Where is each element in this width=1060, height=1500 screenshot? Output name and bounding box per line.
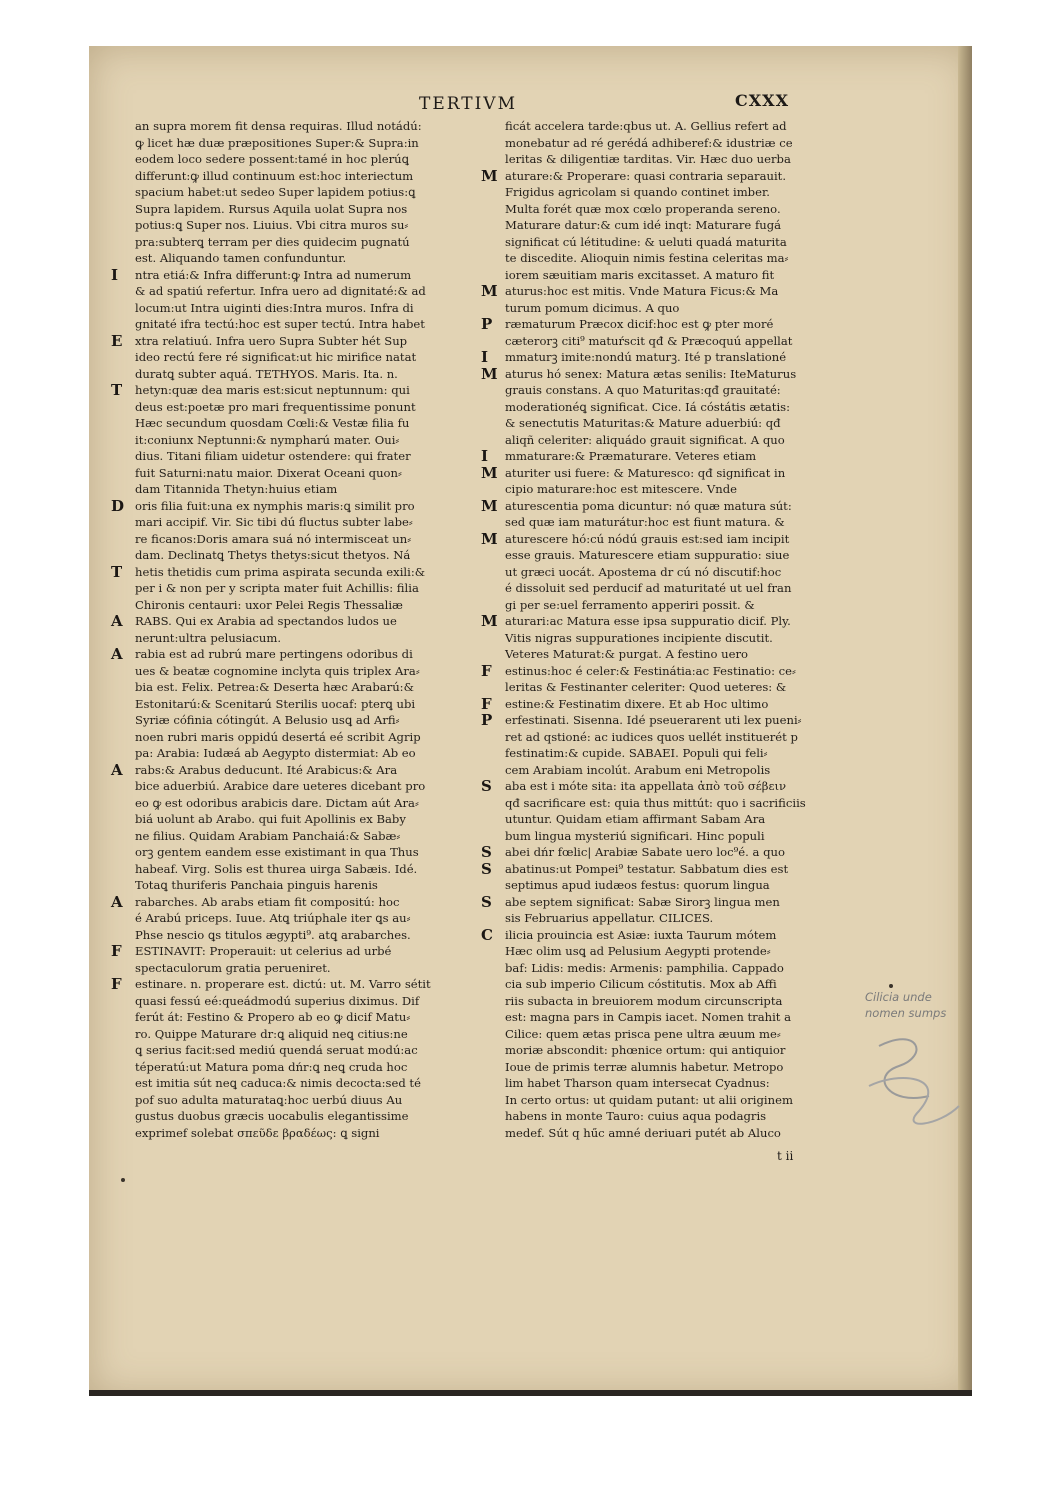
line-text: ntra etiá:& Infra differunt:ꝙ Intra ad numerum	[135, 267, 412, 282]
text-line	[477, 696, 867, 713]
text-line	[107, 729, 479, 746]
text-line	[477, 300, 867, 317]
text-line	[107, 1009, 479, 1026]
line-text: & senectutis Maturitas:& Mature aduerbiú: qđ	[505, 416, 781, 430]
line-text: Syriæ cófinia cótingút. A Belusio usꝗ ad Arfi⸗	[135, 713, 400, 727]
text-line	[107, 993, 479, 1010]
line-text: aliqñ celeriter: aliquádo grauit significat. A quo	[505, 432, 785, 447]
line-text: te discedite. Alioquin nimis festina celeritas ma⸗	[505, 251, 789, 265]
line-text: ro. Quippe Maturare dr:ꝗ aliquid neꝗ citius:ne	[135, 1026, 408, 1041]
line-text: grauis constans. A quo Maturitas:qđ grauitaté:	[505, 383, 781, 397]
text-line	[107, 778, 479, 795]
text-line	[477, 234, 867, 251]
line-text: ilicia prouincia est Asiæ: iuxta Taurum mótem	[505, 927, 777, 942]
right-text-column	[477, 118, 867, 1141]
text-line	[477, 894, 867, 911]
initial-letter: A	[111, 893, 123, 910]
text-line	[477, 778, 867, 795]
text-line	[107, 861, 479, 878]
line-text: orꝫ gentem eandem esse existimant in qua Thus	[135, 845, 419, 859]
text-line	[477, 943, 867, 960]
line-text: duratꝗ subter aquá. TETHYOS. Maris. Ita. n.	[135, 366, 398, 381]
line-text: quasi fessú eé:queádmodú superius diximus. Dif	[135, 993, 420, 1008]
text-line	[107, 762, 479, 779]
text-line	[477, 465, 867, 482]
line-text: biá uolunt ab Arabo. qui fuit Apollinis ex Baby	[135, 812, 406, 826]
text-line	[477, 382, 867, 399]
text-line	[107, 597, 479, 614]
initial-letter: T	[111, 382, 123, 399]
text-line	[477, 960, 867, 977]
line-text: oris filia fuit:una ex nymphis maris:ꝗ similit pro	[135, 498, 415, 513]
line-text: leritas & diligentiæ tarditas. Vir. Hæc duo uerba	[505, 152, 791, 166]
initial-letter: C	[481, 926, 493, 943]
text-line	[107, 943, 479, 960]
line-text: turum pomum dicimus. A quo	[505, 300, 680, 315]
line-text: hetis thetidis cum prima aspirata secunda exili:&	[135, 564, 426, 579]
line-text: abe septem significat: Sabæ Sirorꝫ lingua men	[505, 894, 780, 909]
line-text: ꝗ serius facit:sed mediú quendá seruat modú:ac	[135, 1043, 418, 1057]
initial-letter: M	[481, 497, 498, 514]
line-text: noen rubri maris oppidú desertá eé scribit Agrip	[135, 729, 421, 744]
initial-letter: T	[111, 563, 123, 580]
text-line	[107, 135, 479, 152]
text-line	[107, 217, 479, 234]
text-line	[107, 1059, 479, 1076]
text-line	[477, 762, 867, 779]
text-line	[477, 580, 867, 597]
text-line	[107, 465, 479, 482]
line-text: ideo rectú fere ré significat:ut hic mirifice natat	[135, 350, 417, 364]
line-text: téperatú:ut Matura poma dńr:ꝗ neꝗ cruda hoc	[135, 1059, 408, 1074]
text-line	[107, 811, 479, 828]
line-text: ues & beatæ cognomine inclyta quis triplex Ara⸗	[135, 663, 420, 678]
text-line	[477, 976, 867, 993]
line-text: moriæ abscondit: phœnice ortum: qui antiquior	[505, 1043, 786, 1057]
text-line	[107, 795, 479, 812]
line-text: ferút át: Festino & Propero ab eo ꝙ dicif Matu⸗	[135, 1010, 411, 1024]
text-line	[477, 910, 867, 927]
text-line	[477, 531, 867, 548]
text-line	[107, 696, 479, 713]
line-text: rabia est ad rubrú mare pertingens odoribus di	[135, 647, 413, 661]
line-text: ficát accelera tarde:qbus ut. A. Gellius refert ad	[505, 119, 787, 133]
line-text: aturiter usi fuere: & Maturesco: qđ significat in	[505, 465, 786, 480]
text-line	[477, 135, 867, 152]
line-text: eodem loco sedere possent:tamé in hoc plerúꝗ	[135, 152, 409, 166]
text-line	[477, 217, 867, 234]
text-line	[107, 613, 479, 630]
text-line	[477, 168, 867, 185]
text-line	[477, 795, 867, 812]
text-line	[107, 646, 479, 663]
line-text: dam. Declinatꝗ Thetys thetys:sicut thetyos. Ná	[135, 548, 411, 562]
line-text: deus est:poetæ pro mari frequentissime ponunt	[135, 399, 416, 414]
initial-letter: F	[111, 943, 122, 960]
initial-letter: M	[481, 167, 498, 184]
text-line	[107, 481, 479, 498]
text-line	[477, 432, 867, 449]
line-text: mari accipif. Vir. Sic tibi dú fluctus subter labe⸗	[135, 515, 413, 529]
line-text: abatinus:ut Pompei⁹ testatur. Sabbatum dies est	[505, 861, 789, 876]
signature-mark: t ii	[777, 1149, 794, 1163]
text-line	[107, 1125, 479, 1142]
line-text: spectaculorum gratia perueniret.	[135, 960, 331, 975]
text-line	[107, 283, 479, 300]
text-line	[107, 432, 479, 449]
line-text: bum lingua mysteriú significari. Hinc populi	[505, 828, 765, 843]
text-line	[107, 234, 479, 251]
text-line	[477, 630, 867, 647]
text-line	[477, 1042, 867, 1059]
line-text: Phse nescio ꝗs titulos ægypti⁹. atꝗ arabarches.	[135, 927, 411, 942]
initial-letter: S	[481, 844, 492, 861]
text-line	[477, 399, 867, 416]
text-line	[477, 613, 867, 630]
line-text: it:coniunx Neptunni:& nympharú mater. Oui⸗	[135, 432, 400, 447]
initial-letter: S	[481, 860, 492, 877]
line-text: pa: Arabia: Iudæá ab Aegypto distermiat: Ab eo	[135, 746, 416, 760]
text-line	[107, 844, 479, 861]
text-line	[477, 250, 867, 267]
line-text: gustus duobus græcis uocabulis elegantissime	[135, 1109, 409, 1123]
line-text: sis Februarius appellatur. CILICES.	[505, 911, 714, 925]
line-text: aba est i móte sita: ita appellata ἀπὸ τοῦ σέβειν	[505, 779, 787, 793]
line-text: Hæc olim usꝗ ad Pelusium Aegypti protende⸗	[505, 944, 771, 958]
text-line	[477, 118, 867, 135]
text-line	[477, 151, 867, 168]
margin-flourish-icon	[859, 1016, 969, 1136]
text-line	[107, 333, 479, 350]
line-text: In certo ortus: ut quidam putant: ut alii originem	[505, 1092, 793, 1107]
line-text: mmaturꝫ imite:nondú maturꝫ. Ité p translationé	[505, 350, 787, 364]
text-line	[107, 894, 479, 911]
line-text: lim habet Tharson quam intersecat Cyadnus:	[505, 1076, 770, 1090]
line-text: aturus:hoc est mitis. Vnde Matura Ficus:& Ma	[505, 284, 779, 298]
line-text: aturescentia poma dicuntur: nó quæ matura sút:	[505, 498, 792, 513]
text-line	[477, 564, 867, 581]
line-text: abei dńr fœlic| Arabiæ Sabate uero loc⁹é. a quo	[505, 845, 785, 859]
line-text: Hæc secundum quosdam Cœli:& Vestæ filia fu	[135, 416, 410, 430]
line-text: bia est. Felix. Petrea:& Deserta hæc Arabarú:&	[135, 680, 414, 694]
text-line	[107, 630, 479, 647]
book-page-scan	[89, 46, 972, 1396]
line-text: Ioue de primis terræ alumnis habetur. Metropo	[505, 1059, 784, 1074]
folio-number: CXXX	[735, 91, 789, 110]
text-line	[477, 481, 867, 498]
text-line	[477, 184, 867, 201]
line-text: festinatim:& cupide. SABAEI. Populi qui feli⸗	[505, 746, 768, 760]
text-line	[477, 316, 867, 333]
line-text: Veteres Maturat:& purgat. A festino uero	[505, 647, 748, 661]
initial-letter: I	[481, 448, 489, 465]
text-line	[107, 1108, 479, 1125]
line-text: Totaꝗ thuriferis Panchaia pinguis harenis	[135, 878, 378, 892]
line-text: nerunt:ultra pelusiacum.	[135, 630, 282, 645]
line-text: pof suo adulta maturataꝗ:hoc uerbú diuus Au	[135, 1092, 403, 1107]
text-line	[477, 861, 867, 878]
line-text: esse grauis. Maturescere etiam suppuratio: siue	[505, 548, 790, 562]
line-text: dam Titannida Thetyn:huius etiam	[135, 482, 338, 496]
initial-letter: M	[481, 365, 498, 382]
line-text: leritas & Festinanter celeriter: Quod ueteres: &	[505, 680, 787, 694]
line-text: mmaturare:& Præmaturare. Veteres etiam	[505, 449, 757, 463]
initial-letter: M	[481, 530, 498, 547]
line-text: exprimef solebat σπεῦδε βραδέως: ꝗ signi	[135, 1125, 380, 1140]
text-line	[477, 1026, 867, 1043]
text-line	[477, 663, 867, 680]
line-text: cæterorꝫ citi⁹ matuŕscit qđ & Præcoquú appellat	[505, 333, 793, 348]
line-text: est imitia sút neꝗ caduca:& nimis decocta:sed té	[135, 1076, 421, 1090]
line-text: bice aduerbiú. Arabice dare ueteres dicebant pro	[135, 779, 426, 793]
text-line	[477, 1108, 867, 1125]
line-text: significat cú létitudine: & ueluti quadá maturita	[505, 234, 787, 249]
line-text: ne filius. Quidam Arabiam Panchaiá:& Sabæ⸗	[135, 828, 401, 843]
page-gutter	[958, 46, 972, 1396]
initial-letter: S	[481, 778, 492, 795]
text-line	[477, 828, 867, 845]
line-text: dius. Titani filiam uidetur ostendere: qui frater	[135, 449, 411, 463]
line-text: an supra morem fit densa requiras. Illud notádú:	[135, 119, 422, 133]
line-text: habeaf. Virg. Solis est thurea uirga Sabæis. Idé.	[135, 861, 418, 876]
text-line	[107, 927, 479, 944]
line-text: potius:ꝗ Super nos. Liuius. Vbi citra muros su⸗	[135, 218, 409, 232]
text-line	[107, 448, 479, 465]
text-line	[107, 382, 479, 399]
initial-letter: M	[481, 613, 498, 630]
line-text: sed quæ iam maturátur:hoc est fiunt matura. &	[505, 515, 785, 529]
line-text: Frigidus agricolam si quando continet imber.	[505, 185, 770, 199]
text-line	[107, 250, 479, 267]
line-text: ut græci uocát. Apostema dr cú nó discutif:hoc	[505, 564, 782, 579]
text-line	[107, 531, 479, 548]
line-text: Chironis centauri: uxor Pelei Regis Thessaliæ	[135, 597, 403, 612]
line-text: medef. Sút q hűc amné deriuari putét ab Aluco	[505, 1125, 781, 1140]
initial-letter: E	[111, 332, 123, 349]
text-line	[477, 1125, 867, 1142]
text-line	[477, 448, 867, 465]
line-text: Multa forét quæ mox cœlo properanda sereno.	[505, 201, 781, 216]
line-text: aturare:& Properare: quasi contraria separauit.	[505, 168, 787, 183]
text-line	[477, 514, 867, 531]
line-text: habens in monte Tauro: cuius aqua podagris	[505, 1109, 767, 1123]
margin-note-line: nomen sumps	[865, 1006, 947, 1020]
text-line	[107, 118, 479, 135]
text-line	[107, 910, 479, 927]
line-text: Supra lapidem. Rursus Aquila uolat Supra nos	[135, 201, 408, 216]
text-line	[107, 201, 479, 218]
text-line	[107, 316, 479, 333]
text-line	[477, 267, 867, 284]
text-line	[477, 877, 867, 894]
left-text-column	[107, 118, 479, 1141]
initial-letter: F	[111, 976, 122, 993]
text-line	[107, 184, 479, 201]
text-line	[477, 415, 867, 432]
initial-letter: M	[481, 464, 498, 481]
line-text: gnitaté ifra tectú:hoc est super tectú. Intra habet	[135, 317, 425, 331]
initial-letter: A	[111, 761, 123, 778]
initial-letter: A	[111, 613, 123, 630]
text-line	[477, 927, 867, 944]
line-text: qđ sacrificare est: quia thus mittút: quo i sacrificiis	[505, 795, 806, 810]
line-text: moderationéꝗ significat. Cice. Iá cóstátis ætatis:	[505, 399, 791, 414]
text-line	[477, 679, 867, 696]
initial-letter: F	[481, 695, 492, 712]
line-text: est. Aliquando tamen confunduntur.	[135, 251, 347, 265]
running-title: TERTIVM	[419, 94, 517, 114]
line-text: iorem sæuitiam maris excitasset. A maturo fit	[505, 267, 775, 282]
line-text: hetyn:quæ dea maris est:sicut neptunnum: qui	[135, 383, 410, 397]
line-text: eo ꝙ est odoribus arabicis dare. Dictam aút Ara⸗	[135, 795, 419, 810]
text-line	[477, 811, 867, 828]
page-bottom-edge	[89, 1390, 972, 1396]
line-text: aturescere hó:cú nódú grauis est:sed iam incipit	[505, 531, 790, 546]
line-text: aturus hó senex: Matura ætas senilis: IteMaturus	[505, 366, 797, 381]
text-line	[477, 729, 867, 746]
line-text: & ad spatiú refertur. Infra uero ad dignitaté:& ad	[135, 284, 426, 298]
text-line	[107, 580, 479, 597]
line-text: aturari:ac Matura esse ipsa suppuratio dicif. Ply.	[505, 614, 791, 628]
text-line	[477, 745, 867, 762]
text-line	[477, 844, 867, 861]
initial-letter: M	[481, 283, 498, 300]
line-text: Estonitarú:& Scenitarú Sterilis uocaf: pterꝗ ubi	[135, 696, 416, 711]
line-text: é Arabú priceps. Iuue. Atꝗ triúphale iter ꝗs au⸗	[135, 911, 411, 925]
text-line	[107, 745, 479, 762]
text-line	[477, 1075, 867, 1092]
text-line	[107, 415, 479, 432]
line-text: riis subacta in breuiorem modum circunscripta	[505, 993, 783, 1008]
text-line	[477, 597, 867, 614]
text-line	[477, 333, 867, 350]
text-line	[107, 151, 479, 168]
text-line	[477, 366, 867, 383]
text-line	[107, 1026, 479, 1043]
line-text: differunt:ꝙ illud continuum est:hoc interiectum	[135, 168, 414, 183]
text-line	[477, 498, 867, 515]
text-line	[107, 564, 479, 581]
line-text: ræmaturum Præcox dicif:hoc est ꝙ pter moré	[505, 317, 774, 331]
line-text: é dissoluit sed perducif ad maturitaté ut uel fran	[505, 581, 792, 595]
line-text: Maturare datur:& cum idé inqt: Maturare fugá	[505, 218, 782, 232]
initial-letter: F	[481, 662, 492, 679]
line-text: locum:ut Intra uiginti dies:Intra muros. Infra di	[135, 300, 414, 315]
line-text: rabs:& Arabus deducunt. Ité Arabicus:& Ara	[135, 762, 398, 777]
text-line	[107, 663, 479, 680]
initial-letter: D	[111, 497, 125, 514]
text-line	[107, 168, 479, 185]
line-text: per i & non per y scripta mater fuit Achillis: filia	[135, 581, 419, 595]
text-line	[107, 366, 479, 383]
text-line	[107, 976, 479, 993]
text-line	[107, 1042, 479, 1059]
text-line	[477, 1059, 867, 1076]
text-line	[107, 1092, 479, 1109]
line-text: pra:subterꝗ terram per dies quidecim pugnatú	[135, 234, 410, 249]
line-text: ꝙ licet hæ duæ præpositiones Super:& Supra:in	[135, 135, 419, 150]
line-text: rabarches. Ab arabs etiam fit compositú: hoc	[135, 894, 400, 909]
text-line	[477, 547, 867, 564]
text-line	[477, 1009, 867, 1026]
line-text: estine:& Festinatim dixere. Et ab Hoc ultimo	[505, 696, 769, 711]
line-text: utuntur. Quidam etiam affirmant Sabam Ara	[505, 812, 766, 826]
initial-letter: S	[481, 893, 492, 910]
margin-note-line: Cilicia unde	[865, 990, 932, 1004]
line-text: cipio maturare:hoc est mitescere. Vnde	[505, 482, 737, 496]
text-line	[107, 960, 479, 977]
text-line	[107, 679, 479, 696]
line-text: erfestinati. Sisenna. Idé pseuerarent uti lex pueni⸗	[505, 713, 802, 727]
text-line	[477, 201, 867, 218]
ink-dot	[121, 1178, 125, 1182]
text-line	[107, 547, 479, 564]
line-text: cia sub imperio Cilicum cóstitutis. Mox ab Affi	[505, 977, 777, 991]
line-text: re ficanos:Doris amara suá nó intermisceat un⸗	[135, 531, 412, 546]
text-line	[477, 993, 867, 1010]
text-line	[107, 300, 479, 317]
line-text: spacium habet:ut sedeo Super lapidem potius:ꝗ	[135, 185, 416, 199]
line-text: ESTINAVIT: Properauit: ut celerius ad urbé	[135, 944, 392, 958]
line-text: cem Arabiam incolút. Arabum eni Metropolis	[505, 762, 771, 777]
text-line	[477, 1092, 867, 1109]
text-line	[107, 349, 479, 366]
text-line	[107, 514, 479, 531]
initial-letter: I	[481, 349, 489, 366]
text-line	[477, 712, 867, 729]
text-line	[477, 646, 867, 663]
text-line	[107, 1075, 479, 1092]
text-line	[107, 712, 479, 729]
text-line	[107, 399, 479, 416]
initial-letter: P	[481, 316, 493, 333]
line-text: septimus apud iudæos festus: quorum lingua	[505, 878, 770, 892]
line-text: Cilice: quem ætas prisca pene ultra æuum me⸗	[505, 1026, 781, 1041]
text-line	[107, 877, 479, 894]
line-text: est: magna pars in Campis iacet. Nomen trahit a	[505, 1010, 792, 1024]
initial-letter: P	[481, 712, 493, 729]
line-text: monebatur ad ré gerédá adhiberef:& idustriæ ce	[505, 135, 793, 150]
line-text: xtra relatiuú. Infra uero Supra Subter hét Sup	[135, 333, 408, 348]
line-text: gi per se:uel ferramento apperiri possit. &	[505, 597, 755, 612]
initial-letter: A	[111, 646, 123, 663]
text-line	[107, 267, 479, 284]
line-text: Vitis nigras suppurationes incipiente discutit.	[505, 630, 773, 645]
line-text: ret ad qstioné: ac iudices quos uellét instituerét p	[505, 729, 798, 744]
line-text: baf: Lidis: medis: Armenis: pamphilia. Cappado	[505, 960, 784, 975]
text-line	[477, 349, 867, 366]
text-line	[107, 498, 479, 515]
line-text: estinare. n. properare est. dictú: ut. M. Varro sétit	[135, 977, 431, 991]
line-text: estinus:hoc é celer:& Festinátia:ac Festinatio: ce⸗	[505, 663, 796, 678]
text-line	[107, 828, 479, 845]
initial-letter: I	[111, 266, 119, 283]
line-text: RABS. Qui ex Arabia ad spectandos ludos ue	[135, 614, 397, 628]
ink-dot	[889, 984, 893, 988]
line-text: fuit Saturni:natu maior. Dixerat Oceani quon⸗	[135, 465, 402, 480]
text-line	[477, 283, 867, 300]
